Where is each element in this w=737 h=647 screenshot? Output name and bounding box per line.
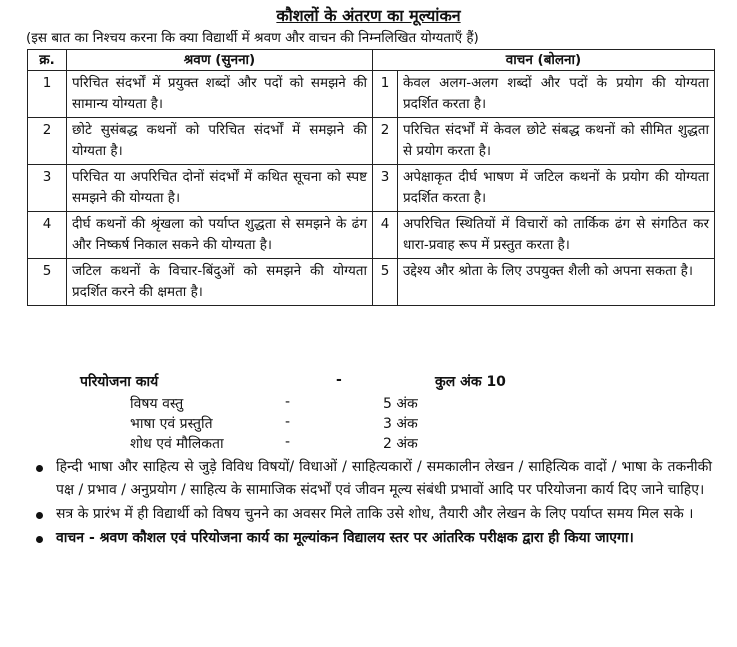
bullet-icon bbox=[36, 465, 43, 472]
table-row bbox=[28, 118, 715, 165]
listening-cell: परिचित या अपरिचित दोनों संदर्भों में कथित सूचना को स्पष्ट समझने की योग्यता है। bbox=[67, 165, 373, 212]
row-serial: 3 bbox=[28, 165, 67, 212]
project-item-dash: - bbox=[285, 414, 291, 430]
project-heading: परियोजना कार्य bbox=[80, 374, 159, 390]
assessment-table bbox=[27, 49, 715, 306]
bullet-icon bbox=[36, 536, 43, 543]
project-item-dash: - bbox=[285, 434, 291, 450]
header-serial: क्र. bbox=[28, 50, 67, 71]
listening-cell: जटिल कथनों के विचार-बिंदुओं को समझने की योग्यता प्रदर्शित करने की क्षमता है। bbox=[67, 259, 373, 306]
row-serial: 5 bbox=[28, 259, 67, 306]
speaking-cell: अपेक्षाकृत दीर्घ भाषण में जटिल कथनों के प्रयोग की योग्यता प्रदर्शित करता है। bbox=[398, 165, 715, 212]
list-item-text: हिन्दी भाषा और साहित्य से जुड़े विविध विषयों/ विधाओं / साहित्यकारों / समकालीन लेखन / साहित्यिक वादों / भाषा के तकनीकी पक्ष / प्रभाव / अनुप्रयोग / साहित्य के सामाजिक संदर्भों एवं जीवन मूल्य संबंधी प्रभावों आदि पर परियोजना कार्य दिए जाने चाहिए। bbox=[56, 459, 712, 498]
speaking-cell: उद्देश्य और श्रोता के लिए उपयुक्त शैली को अपना सकता है। bbox=[398, 259, 715, 306]
project-item bbox=[80, 414, 560, 434]
table-row bbox=[28, 165, 715, 212]
project-total-marks: कुल अंक 10 bbox=[435, 374, 506, 390]
header-listening: श्रवण (सुनना) bbox=[67, 50, 373, 71]
project-heading-dash: - bbox=[336, 372, 342, 388]
row-serial: 2 bbox=[28, 118, 67, 165]
header-speaking: वाचन (बोलना) bbox=[373, 50, 715, 71]
project-item-label: शोध एवं मौलिकता bbox=[130, 436, 224, 452]
project-item bbox=[80, 394, 560, 414]
bullet-icon bbox=[36, 512, 43, 519]
list-item bbox=[30, 503, 712, 526]
project-item-label: विषय वस्तु bbox=[130, 396, 184, 412]
row-serial-2: 5 bbox=[373, 259, 398, 306]
page-title: कौशलों के अंतरण का मूल्यांकन bbox=[276, 6, 461, 25]
row-serial-2: 1 bbox=[373, 71, 398, 118]
list-item bbox=[30, 456, 712, 502]
list-item-text: वाचन - श्रवण कौशल एवं परियोजना कार्य का मूल्यांकन विद्यालय स्तर पर आंतरिक परीक्षक द्वारा ही किया जाएगा। bbox=[56, 530, 634, 546]
row-serial-2: 3 bbox=[373, 165, 398, 212]
page-subtitle: (इस बात का निश्चय करना कि क्या विद्यार्थी में श्रवण और वाचन की निम्नलिखित योग्यताएँ हैं) bbox=[26, 30, 479, 46]
table-row bbox=[28, 259, 715, 306]
project-item bbox=[80, 434, 560, 454]
speaking-cell: अपरिचित स्थितियों में विचारों को तार्किक ढंग से संगठित कर धारा-प्रवाह रूप में प्रस्तुत करता है। bbox=[398, 212, 715, 259]
list-item bbox=[30, 527, 712, 550]
row-serial-2: 2 bbox=[373, 118, 398, 165]
table-header-row bbox=[28, 50, 715, 71]
project-heading-row bbox=[80, 372, 560, 394]
list-item-text: सत्र के प्रारंभ में ही विद्यार्थी को विषय चुनने का अवसर मिले ताकि उसे शोध, तैयारी और लेखन के लिए पर्याप्त समय मिल सके । bbox=[56, 506, 694, 522]
project-item-marks: 3 अंक bbox=[383, 416, 418, 432]
project-work-section bbox=[80, 372, 560, 454]
project-item-label: भाषा एवं प्रस्तुति bbox=[130, 416, 213, 432]
listening-cell: परिचित संदर्भों में प्रयुक्त शब्दों और पदों को समझने की सामान्य योग्यता है। bbox=[67, 71, 373, 118]
speaking-cell: परिचित संदर्भों में केवल छोटे संबद्ध कथनों को सीमित शुद्धता से प्रयोग करता है। bbox=[398, 118, 715, 165]
row-serial-2: 4 bbox=[373, 212, 398, 259]
project-item-marks: 2 अंक bbox=[383, 436, 418, 452]
project-item-marks: 5 अंक bbox=[383, 396, 418, 412]
guidelines-list bbox=[30, 456, 712, 551]
table-row bbox=[28, 71, 715, 118]
row-serial: 1 bbox=[28, 71, 67, 118]
table-row bbox=[28, 212, 715, 259]
row-serial: 4 bbox=[28, 212, 67, 259]
project-item-dash: - bbox=[285, 394, 291, 410]
speaking-cell: केवल अलग-अलग शब्दों और पदों के प्रयोग की योग्यता प्रदर्शित करता है। bbox=[398, 71, 715, 118]
listening-cell: दीर्घ कथनों की श्रृंखला को पर्याप्त शुद्धता से समझने के ढंग और निष्कर्ष निकाल सकने की योग्यता है। bbox=[67, 212, 373, 259]
listening-cell: छोटे सुसंबद्ध कथनों को परिचित संदर्भों में समझने की योग्यता है। bbox=[67, 118, 373, 165]
